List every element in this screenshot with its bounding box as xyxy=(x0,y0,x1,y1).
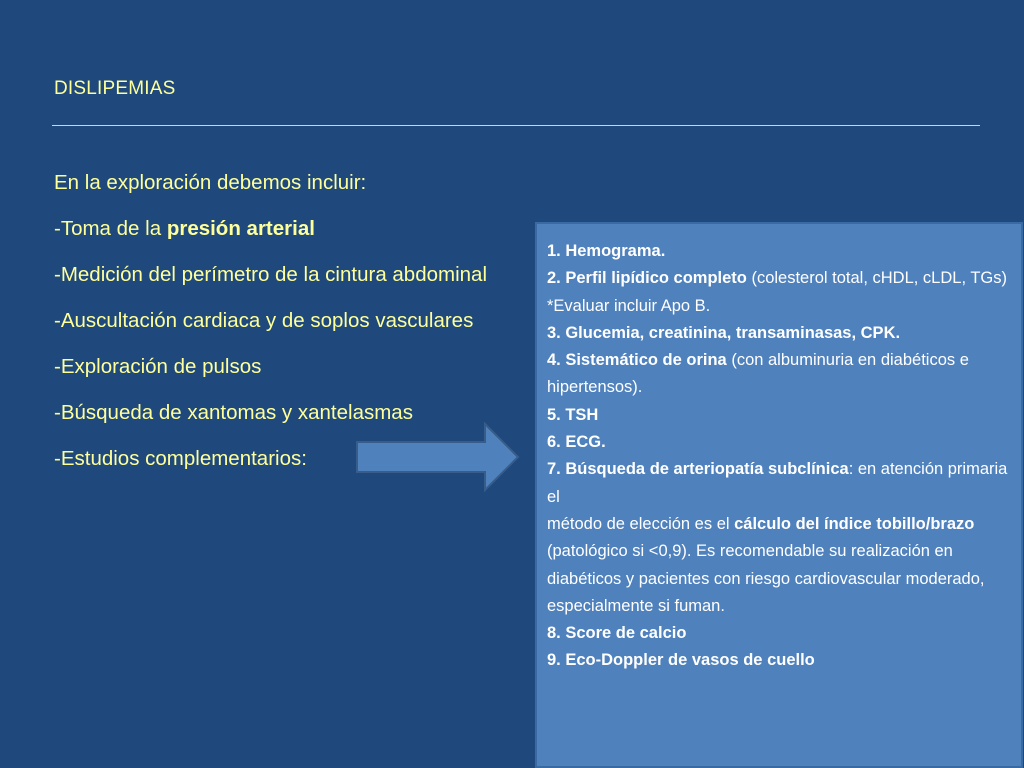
study-calcium-score xyxy=(547,620,1009,647)
study-text: (colesterol total, cHDL, cLDL, TGs) *Evaluar incluir Apo B. xyxy=(547,269,1007,315)
right-arrow-icon xyxy=(355,422,521,492)
study-hemograma xyxy=(547,238,1009,265)
item-bold-text: presión arterial xyxy=(166,217,315,240)
title-divider xyxy=(52,125,980,126)
study-urine xyxy=(547,347,1009,402)
exploration-item-xanthomas: -Búsqueda de xantomas y xantelasmas xyxy=(54,401,413,424)
item-text: -Toma de la xyxy=(54,217,167,240)
exploration-intro: En la exploración debemos incluir: xyxy=(54,171,367,194)
study-bold-text: 5. TSH xyxy=(547,405,599,424)
study-arteriopathy-note: (patológico si <0,9). Es recomendable su realización en diabéticos y pacientes con riesgo cardiovascular moderado, especialmente si fuman. xyxy=(547,542,985,615)
study-text: (con albuminuria en diabéticos e hipertensos). xyxy=(547,351,969,397)
study-bold-text: 3. Glucemia, creatinina, transaminasas, CPK. xyxy=(547,323,901,342)
study-bold-text: 8. Score de calcio xyxy=(547,624,687,643)
study-lipid-profile xyxy=(547,265,1009,320)
exploration-item-complementary: -Estudios complementarios: xyxy=(54,447,307,470)
study-text: : en atención primaria el xyxy=(547,460,1008,506)
exploration-item-blood-pressure xyxy=(54,214,534,260)
study-bold-text: 7. Búsqueda de arteriopatía subclínica xyxy=(547,460,849,479)
slide-title: DISLIPEMIAS xyxy=(54,78,176,99)
study-bold-text: 9. Eco-Doppler de vasos de cuello xyxy=(547,651,815,670)
study-bold-text: 4. Sistemático de orina xyxy=(547,351,727,370)
study-bold-text: cálculo del índice tobillo/brazo xyxy=(734,514,975,533)
study-text: método de elección es el xyxy=(547,514,735,533)
study-bold-text: 1. Hemograma. xyxy=(547,242,666,260)
study-bold-text: 2. Perfil lipídico completo xyxy=(547,269,747,288)
exploration-item-waist: -Medición del perímetro de la cintura abdominal xyxy=(54,263,488,286)
study-arteriopathy xyxy=(547,456,1009,511)
study-biochemistry xyxy=(547,320,1009,347)
exploration-item-auscultation: -Auscultación cardiaca y de soplos vasculares xyxy=(54,309,474,332)
study-ecg xyxy=(547,429,1009,456)
exploration-item-pulses: -Exploración de pulsos xyxy=(54,355,262,378)
complementary-studies-box xyxy=(535,222,1023,768)
study-tsh xyxy=(547,402,1009,429)
study-eco-doppler xyxy=(547,647,1009,674)
study-arteriopathy-method xyxy=(547,511,1009,538)
study-bold-text: 6. ECG. xyxy=(547,433,606,452)
